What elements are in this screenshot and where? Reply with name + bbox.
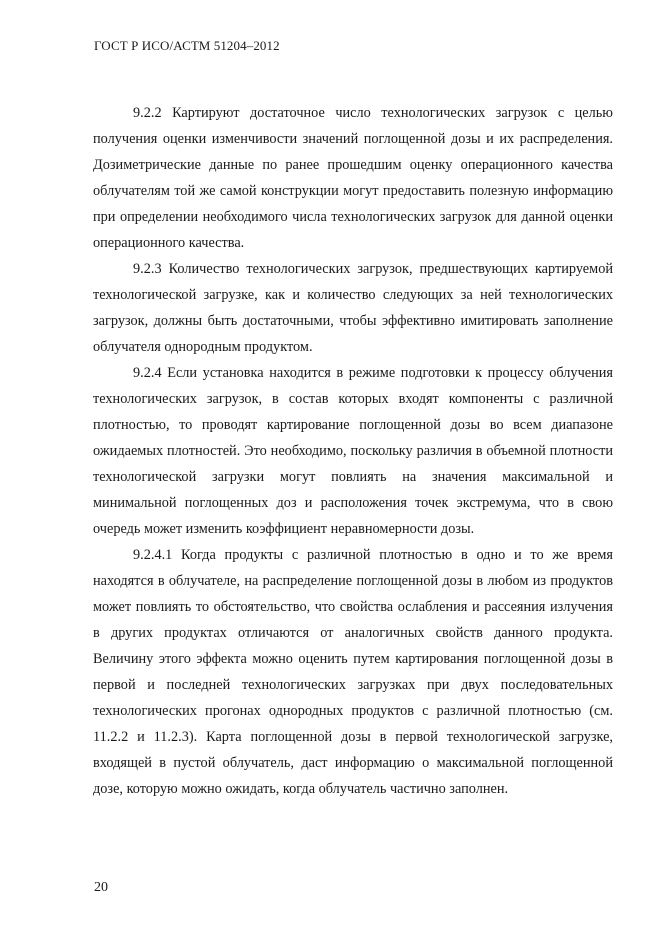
paragraph-9-2-2: 9.2.2 Картируют достаточное число технологических загрузок с целью получения оценки изменчивости значений поглощенной дозы и их распределения. Дозиметрические данные по ранее прошедшим оценку операционного качества облучателям той же самой конструкции могут предоставить полезную информацию при определении необходимого числа технологических загрузок для данной оценки операционного качества. xyxy=(93,105,613,251)
paragraph-9-2-3: 9.2.3 Количество технологических загрузок, предшествующих картируемой технологической загрузке, как и количество следующих за ней технологических загрузок, должны быть достаточными, чтобы эффективно имитировать заполнение облучателя однородным продуктом. xyxy=(93,261,613,355)
page-number: 20 xyxy=(94,880,108,895)
paragraph-9-2-4-1: 9.2.4.1 Когда продукты с различной плотностью в одно и то же время находятся в облучателе, на распределение поглощенной дозы в любом из продуктов может повлиять то обстоятельство, что свойства ослабления и рассеяния излучения в других продуктах отличаются от аналогичных свойств данного продукта. Величину этого эффекта можно оценить путем картирования поглощенной дозы в первой и последней технологических загрузках при двух последовательных технологических прогонах однородных продуктов с различной плотностью (см. 11.2.2 и 11.2.3). Карта поглощенной дозы в первой технологической загрузке, входящей в пустой облучатель, даст информацию о максимальной поглощенной дозе, которую можно ожидать, когда облучатель частично заполнен. xyxy=(93,547,613,797)
paragraph-9-2-4: 9.2.4 Если установка находится в режиме подготовки к процессу облучения технологических загрузок, в состав которых входят компоненты с различной плотностью, то проводят картирование поглощенной дозы во всем диапазоне ожидаемых плотностей. Это необходимо, поскольку различия в объемной плотности технологической загрузки могут повлиять на значения максимальной и минимальной поглощенных доз и расположения точек экстремума, что в свою очередь может изменить коэффициент неравномерности дозы. xyxy=(93,365,613,537)
document-header: ГОСТ Р ИСО/АСТМ 51204–2012 xyxy=(94,38,280,53)
body-text xyxy=(93,100,613,802)
